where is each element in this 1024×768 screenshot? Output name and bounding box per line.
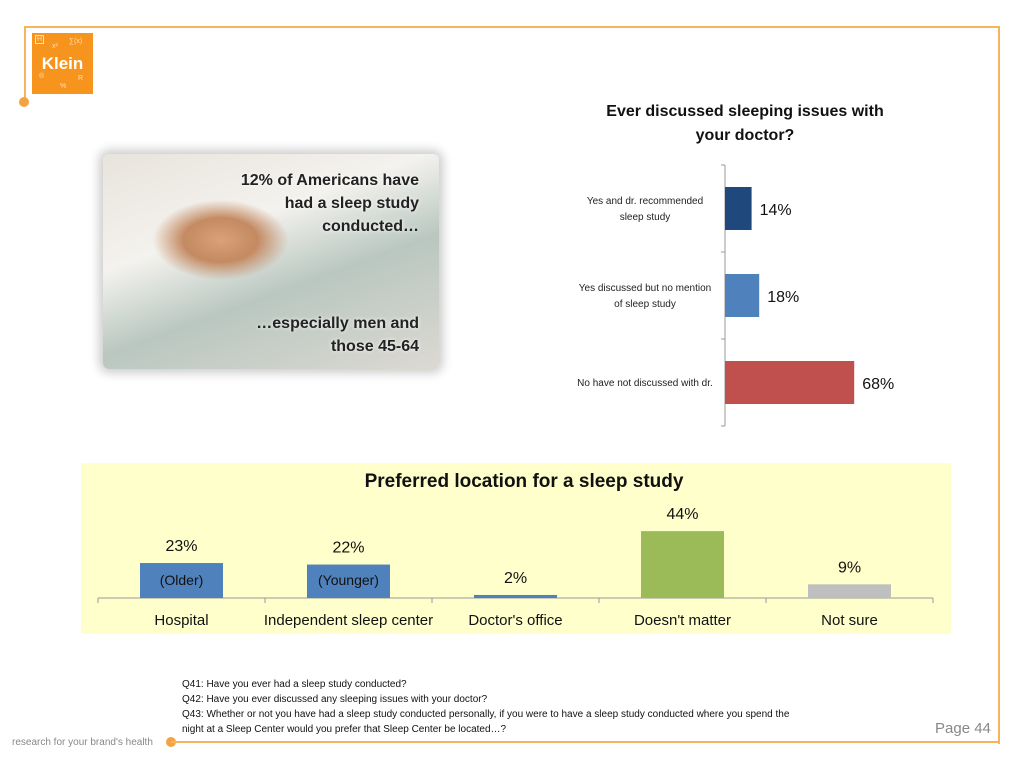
category-label: Independent sleep center	[263, 612, 434, 629]
data-label: 22%	[332, 539, 365, 557]
bar	[641, 531, 724, 598]
footnote: Q43: Whether or not you have had a sleep study conducted personally, if you were to have a sleep study conducted where you spend the	[182, 709, 790, 720]
category-label: of sleep study	[614, 299, 676, 310]
page-number: Page 44	[935, 720, 991, 737]
chart1-title-line: your doctor?	[695, 127, 795, 144]
chart2-title: Preferred location for a sleep study	[364, 471, 684, 492]
footnote: night at a Sleep Center would you prefer that Sleep Center be located…?	[182, 724, 507, 735]
data-label: 2%	[503, 569, 528, 587]
category-label: Doctor's office	[468, 612, 563, 629]
footnote: Q42: Have you ever discussed any sleeping issues with your doctor?	[182, 694, 488, 705]
category-label: No have not discussed with dr.	[577, 378, 713, 389]
chart1-title-line: Ever discussed sleeping issues with	[606, 103, 884, 120]
data-label: 23%	[165, 538, 198, 556]
data-label: 14%	[759, 202, 792, 219]
frame-bottom-line	[171, 741, 999, 743]
tagline: research for your brand's health	[12, 737, 153, 748]
photo-caption-line: …especially men and	[256, 315, 419, 332]
data-label: 68%	[862, 376, 895, 393]
logo-name: Klein	[41, 54, 84, 73]
logo-symbol: H	[37, 36, 43, 43]
bar-annotation: (Older)	[159, 572, 204, 588]
bar-annotation: (Younger)	[318, 572, 379, 588]
category-label: Yes and dr. recommended	[586, 196, 704, 207]
photo-caption-line: had a sleep study	[284, 195, 419, 212]
logo-symbol: R	[78, 75, 84, 82]
bar	[474, 595, 557, 598]
logo-symbol: %	[60, 83, 67, 90]
footnotes	[182, 677, 789, 737]
category-label: Not sure	[821, 612, 878, 629]
logo-symbol: x²	[52, 43, 58, 50]
category-label: Doesn't matter	[633, 612, 732, 629]
photo-caption-line: 12% of Americans have	[240, 172, 419, 189]
photo-caption-line: those 45-64	[330, 338, 419, 355]
category-label: Hospital	[154, 612, 209, 629]
bar	[808, 584, 891, 598]
footnote: Q41: Have you ever had a sleep study conducted?	[182, 679, 407, 690]
data-label: 9%	[837, 559, 862, 577]
data-label: 18%	[767, 289, 800, 306]
category-label: Yes discussed but no mention	[578, 283, 712, 294]
logo-symbol: ∑(x)	[69, 38, 83, 45]
logo-symbol: ®	[39, 73, 45, 80]
category-label: sleep study	[619, 212, 671, 223]
data-label: 44%	[666, 506, 699, 524]
photo-caption-line: conducted…	[322, 218, 419, 235]
